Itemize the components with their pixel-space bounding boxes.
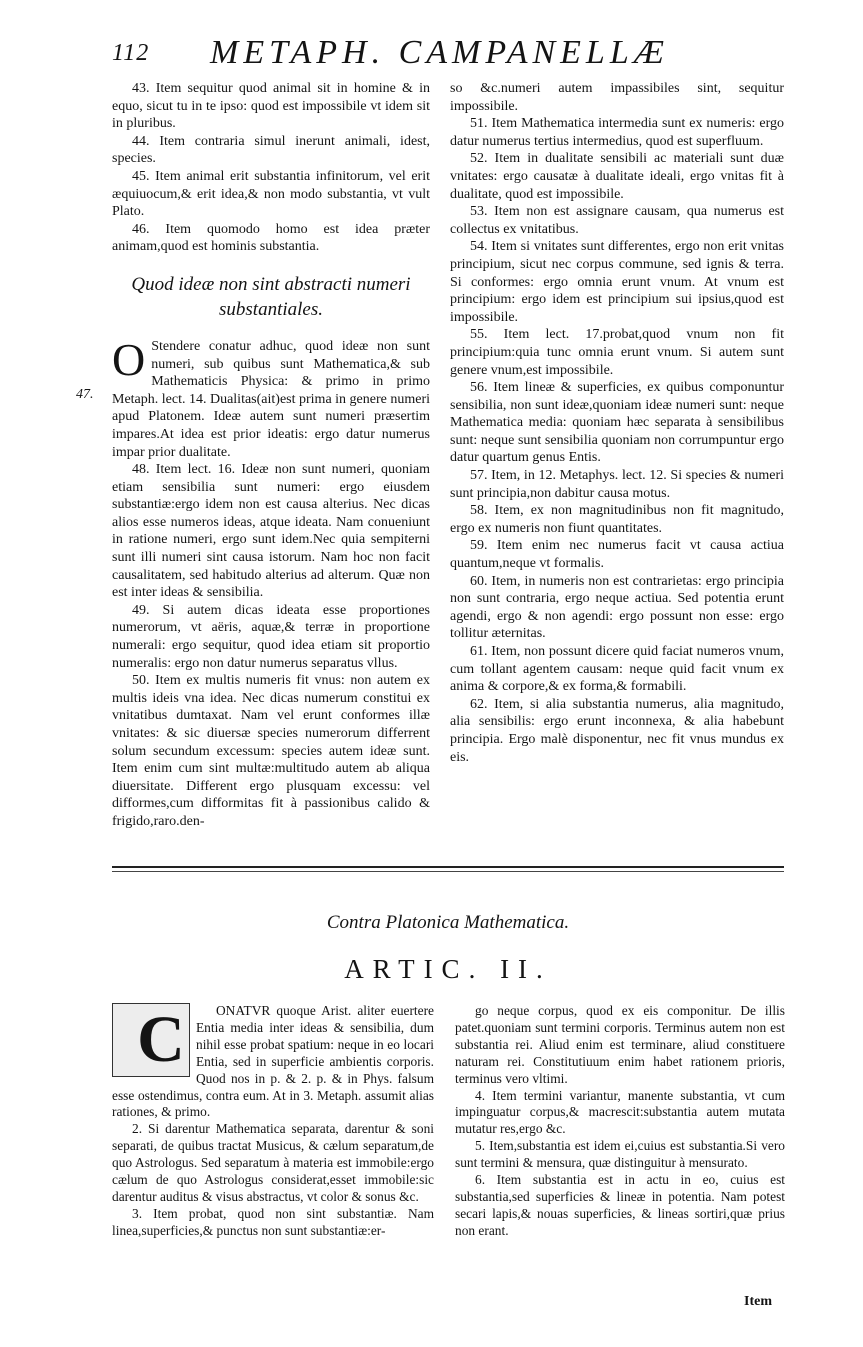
left-column-top — [112, 80, 430, 831]
paragraph-artic-4: 4. Item termini variantur, manente substantia, vt cum impinguatur corpus,& macrescit:substantia autem mutata mutatur res,ergo &c. — [455, 1087, 785, 1137]
paragraph-49: 49. Si autem dicas ideata esse proportiones numerorum, vt aëris, aquæ,& terræ in proportione numerali: ergo sequitur, quod idea etiam sit proportio numeralis: ergo non datur numerus separatus vllus. — [112, 602, 430, 671]
paragraph-47 — [112, 333, 431, 461]
section-heading — [112, 272, 430, 322]
catchword: Item — [744, 1294, 772, 1309]
paragraph-48: 48. Item lect. 16. Ideæ non sunt numeri, quoniam etiam sensibilia sunt numeri: ergo eiusdem substantiæ:ergo idem non est causa alterius. Nec dicas alios esse numeros ideas, atque ideata. Nam conueniunt in ratione numeri, ergo sunt idem.Nec quia sempiterni sunt illi numeri sint causa istorum. Nam hoc non facit causalitatem, sed habitudo alterius ad alterum. Quæ non est inter ideas & sensibilia. — [112, 462, 430, 601]
contra-heading: Contra Platonica Mathematica. — [326, 912, 570, 933]
paragraph-62: 62. Item, si alia substantia numerus, alia magnitudo, alia sensibilis: ergo erunt inconnexa, & alia habebunt principia. Ergo malè disponentur, nec fit vnus mundus ex eis. — [450, 696, 784, 765]
section-heading-line-2: substantiales. — [219, 298, 323, 320]
paragraph-56: 56. Item lineæ & superficies, ex quibus componuntur sensibilia, non sunt ideæ,quoniam ideæ numeri sunt: neque Mathematica media: quoniam hæc separata à sensibilibus sunt: neque sunt sensibilia quoniam non corrumpuntur ergo datur quartum genus Entis. — [450, 380, 784, 466]
paragraph-51: 51. Item Mathematica intermedia sunt ex numeris: ergo datur numerus tertius intermedius, quod est superfluum. — [450, 116, 784, 149]
paragraph-59: 59. Item enim nec numerus facit vt causa actiua quantum,neque vt formalis. — [450, 538, 784, 572]
drop-initial-o: O — [112, 333, 146, 385]
paragraph-46: 46. Item quomodo homo est idea præter animam,quod est hominis substantia. — [112, 221, 430, 255]
right-column-top — [450, 80, 784, 766]
paragraph-50: 50. Item ex multis numeris fit vnus: non autem ex multis ideis vna idea. Nec dicas numerum constitui ex vnitatibus dumtaxat. Nam vel erunt conformes illæ vnitates: & sic diuersæ species numerorum differrent solum secundum excessum: species autem ideæ sunt. Item enim cum sint multæ:multitudo autem ab aliqua diuersitate. Different ergo plusquam excessu: vel difformes,cum difformitas fit à passionibus calido & frigido,raro.den- — [112, 673, 430, 829]
page-number: 112 — [112, 40, 150, 66]
paragraph-artic-2: 2. Si darentur Mathematica separata, darentur & soni separati, de quibus tractat Musicus, & cælum separatum,de quo Astrologus. Sed separatum à materia est immobile:ergo cælum de quo Astrologus considerat,esset immobile:sic darentur auditus & visus abstractus, vt color & sonus &c. — [112, 1121, 434, 1204]
paragraph-artic-6: 6. Item substantia est in actu in eo, cuius est substantia,sed superficies & lineæ in potentia. Nam potest secari lapis,& nouas superficies, & lineas sortiri,quæ prius non erant. — [455, 1172, 785, 1238]
paragraph-54: 54. Item si vnitates sunt differentes, ergo non erit vnitas principium, sicut nec corpus commune, sed ignis & terra. Si conformes: ergo omnia erunt vnum. At vnum est principium: ergo idem est principium sui ipsius,quod est impossibile. — [450, 239, 784, 325]
paragraph-artic-1-text: ONATVR quoque Arist. aliter euertere Entia media inter ideas & sensibilia, dum nihil esse probat spatium: neque in eo locari Entia, sed in superficie ambientis corporis. Quod nos in p. & 2. p. & in Phys. falsum esse ostendimus, contra eum. At in 3. Metaph. assumit alias rationes, & primo. — [112, 1003, 434, 1120]
right-column-bottom — [455, 1003, 785, 1240]
paragraph-53: 53. Item non est assignare causam, qua numerus est collectus ex vnitatibus. — [450, 204, 784, 237]
paragraph-60: 60. Item, in numeris non est contrarietas: ergo principia non sunt contraria, ergo neque actiua. Sed potentia erunt agendi, ergo & non agendi: ergo possunt non esse: ergo tollitur æternitas. — [450, 573, 784, 642]
paragraph-continuation: so &c.numeri autem impassibiles sint, sequitur impossibile. — [450, 81, 784, 114]
running-title: METAPH. CAMPANELLÆ — [210, 34, 669, 71]
artic-heading: ARTIC. II. — [344, 954, 552, 984]
paragraph-61: 61. Item, non possunt dicere quid faciat numeros vnum, cum tollant agentem causam: neque quid facit vnum ex anima & corpore,& ex forma,& formabili. — [450, 644, 784, 695]
paragraph-47-text: Stendere conatur adhuc, quod ideæ non sunt numeri, sub quibus sunt Mathematica,& sub Mathematicis Physica: & primo in primo Metaph. lect. 14. Dualitas(ait)est prima in genere numeri apud Platonem. Ideæ autem sunt numeri præsertim impares.At idea est prior ideatis: ergo datur numerus impar prior dualitate. — [112, 338, 431, 460]
paragraph-43: 43. Item sequitur quod animal sit in homine & in equo, sicut tu in te ipso: quod est impossibile vt idem sit in pluribus. — [112, 81, 430, 132]
decorated-initial-c — [112, 1003, 190, 1077]
section-heading-line-1: Quod ideæ non sint abstracti numeri — [131, 273, 411, 295]
decorated-initial-letter: C — [137, 1003, 185, 1076]
divider-rule-thin — [112, 871, 784, 872]
paragraph-artic-5: 5. Item,substantia est idem ei,cuius est substantia.Si vero sunt termini & mensura, quæ distinguitur à mensurato. — [455, 1138, 785, 1171]
divider-rule — [112, 866, 784, 868]
paragraph-52: 52. Item in dualitate sensibili ac materiali sunt duæ vnitates: ergo causatæ à dualitate ideali, ergo vnitas fit à dualitate, quod est impossibile. — [450, 151, 784, 202]
paragraph-45: 45. Item animal erit substantia infinitorum, vel erit æquiuocum,& erit idea,& non modo substantia, vt vult Plato. — [112, 168, 430, 220]
margin-note: 47. — [76, 387, 94, 402]
paragraph-57: 57. Item, in 12. Metaphys. lect. 12. Si species & numeri sunt principia,non dabitur causa motus. — [450, 468, 784, 501]
left-column-bottom — [112, 1003, 434, 1240]
paragraph-58: 58. Item, ex non magnitudinibus non fit magnitudo, ergo ex numeris non fiunt quantitates. — [450, 503, 784, 536]
paragraph-artic-continuation: go neque corpus, quod ex eis componitur. De illis patet.quoniam sunt termini corporis. Terminus autem non est substantia rei. Aliud enim est terminare, aliud constituere naturam rei. Constitutiuum enim habet rationem prioris, terminus vero vltimi. — [455, 1003, 785, 1086]
paragraph-55: 55. Item lect. 17.probat,quod vnum non fit principium:quia tunc omnia erunt vnum. Si autem sunt genere vnum,est impossibile. — [450, 327, 784, 378]
paragraph-artic-3: 3. Item probat, quod non sint substantiæ. Nam linea,superficies,& punctus non sunt substantiæ:er- — [112, 1205, 434, 1238]
paragraph-44: 44. Item contraria simul inerunt animali, idest, species. — [112, 133, 430, 167]
paragraph-artic-1 — [112, 1003, 434, 1121]
